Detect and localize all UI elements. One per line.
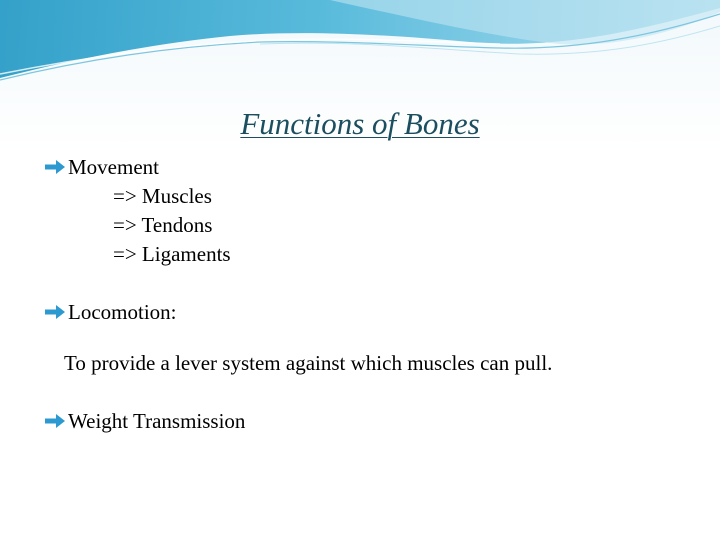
bullet-label: Weight Transmission bbox=[68, 409, 246, 433]
subitem-tendons: => Tendons bbox=[113, 213, 213, 237]
bullet-movement bbox=[44, 154, 159, 180]
subitem-ligaments: => Ligaments bbox=[113, 242, 231, 266]
bullet-label: Locomotion: bbox=[68, 300, 177, 324]
bullet-locomotion bbox=[44, 299, 177, 325]
bullet-label: Movement bbox=[68, 155, 159, 179]
subitem-muscles: => Muscles bbox=[113, 184, 212, 208]
right-arrow-icon bbox=[44, 303, 66, 321]
slide-title: Functions of Bones bbox=[240, 106, 480, 141]
right-arrow-icon bbox=[44, 158, 66, 176]
locomotion-description: To provide a lever system against which muscles can pull. bbox=[64, 351, 553, 375]
header-wave-decoration bbox=[0, 0, 720, 90]
right-arrow-icon bbox=[44, 412, 66, 430]
bullet-weight-transmission bbox=[44, 408, 245, 434]
